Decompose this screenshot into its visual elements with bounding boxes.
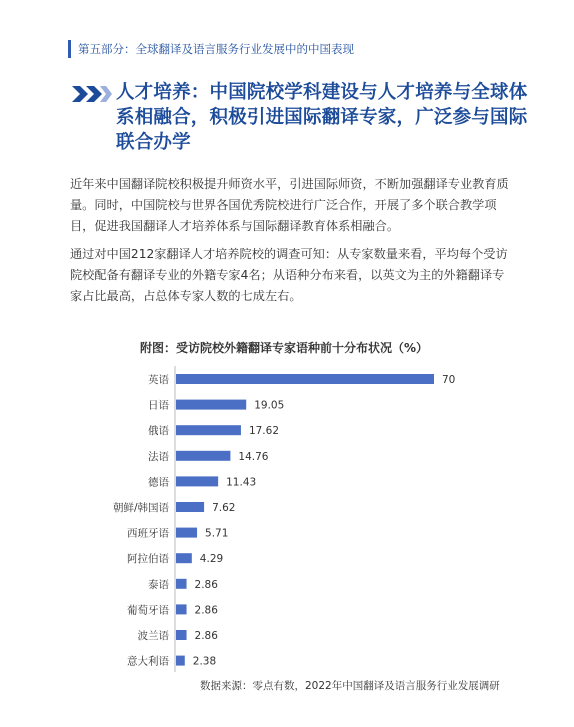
bar: [176, 528, 197, 538]
survey-paragraph: 通过对中国212家翻译人才培养院校的调查可知：从专家数量来看，平均每个受访院校配备有翻译专业的外籍专家4名；从语种分布来看，以英文为主的外籍翻译专家占比最高，占总体专家人数的七成左右。: [70, 247, 508, 303]
bar: [176, 604, 187, 614]
bar: [176, 451, 230, 461]
bar: [176, 553, 192, 563]
bar: [176, 425, 241, 435]
section-header: 第五部分：全球翻译及语言服务行业发展中的中国表现: [68, 40, 354, 58]
bar: [176, 374, 434, 384]
category-label: 英语: [148, 374, 169, 386]
category-label: 阿拉伯语: [127, 553, 169, 566]
category-label: 葡萄牙语: [127, 604, 169, 617]
bar: [176, 476, 218, 486]
category-label: 泰语: [148, 578, 169, 591]
category-label: 日语: [148, 399, 169, 412]
double-chevron-icon: [70, 84, 114, 104]
category-label: 法语: [148, 450, 169, 463]
value-label: 17.62: [248, 425, 280, 438]
data-source: 数据来源：零点有数，2022年中国翻译及语言服务行业发展调研: [200, 680, 500, 692]
intro-paragraph: 近年来中国翻译院校积极提升师资水平，引进国际师资，不断加强翻译专业教育质量。同时，中国院校与世界各国优秀院校进行广泛合作，开展了多个联合教学项目，促进我国翻译人才培养体系与国际翻译教育体系相融合。: [70, 177, 509, 233]
bar: [176, 656, 185, 666]
title-block: [70, 80, 540, 155]
value-label: 7.62: [212, 502, 236, 514]
value-label: 11.43: [226, 476, 257, 489]
value-label: 2.38: [192, 655, 217, 668]
value-label: 14.76: [238, 450, 269, 463]
bar: [176, 630, 187, 640]
page-title: 人才培养：中国院校学科建设与人才培养与全球体系相融合，积极引进国际翻译专家，广泛参与国际联合办学: [116, 82, 528, 153]
bar: [176, 502, 204, 512]
value-label: 70: [442, 374, 456, 386]
value-label: 5.71: [205, 527, 229, 540]
category-label: 俄语: [148, 425, 169, 438]
value-label: 2.86: [194, 604, 218, 617]
bar: [176, 579, 187, 589]
category-label: 朝鲜/韩国语: [112, 502, 169, 514]
category-label: 西班牙语: [127, 527, 169, 540]
value-label: 4.29: [199, 553, 224, 566]
chart-title: 附图：受访院校外籍翻译专家语种前十分布状况（%）: [140, 341, 429, 355]
value-label: 19.05: [254, 399, 285, 412]
category-label: 意大利语: [127, 655, 169, 668]
category-label: 波兰语: [137, 630, 169, 642]
value-label: 2.86: [194, 630, 218, 642]
category-label: 德语: [148, 476, 169, 489]
bar: [176, 400, 246, 410]
value-label: 2.86: [194, 578, 218, 591]
language-distribution-chart: [110, 362, 490, 672]
